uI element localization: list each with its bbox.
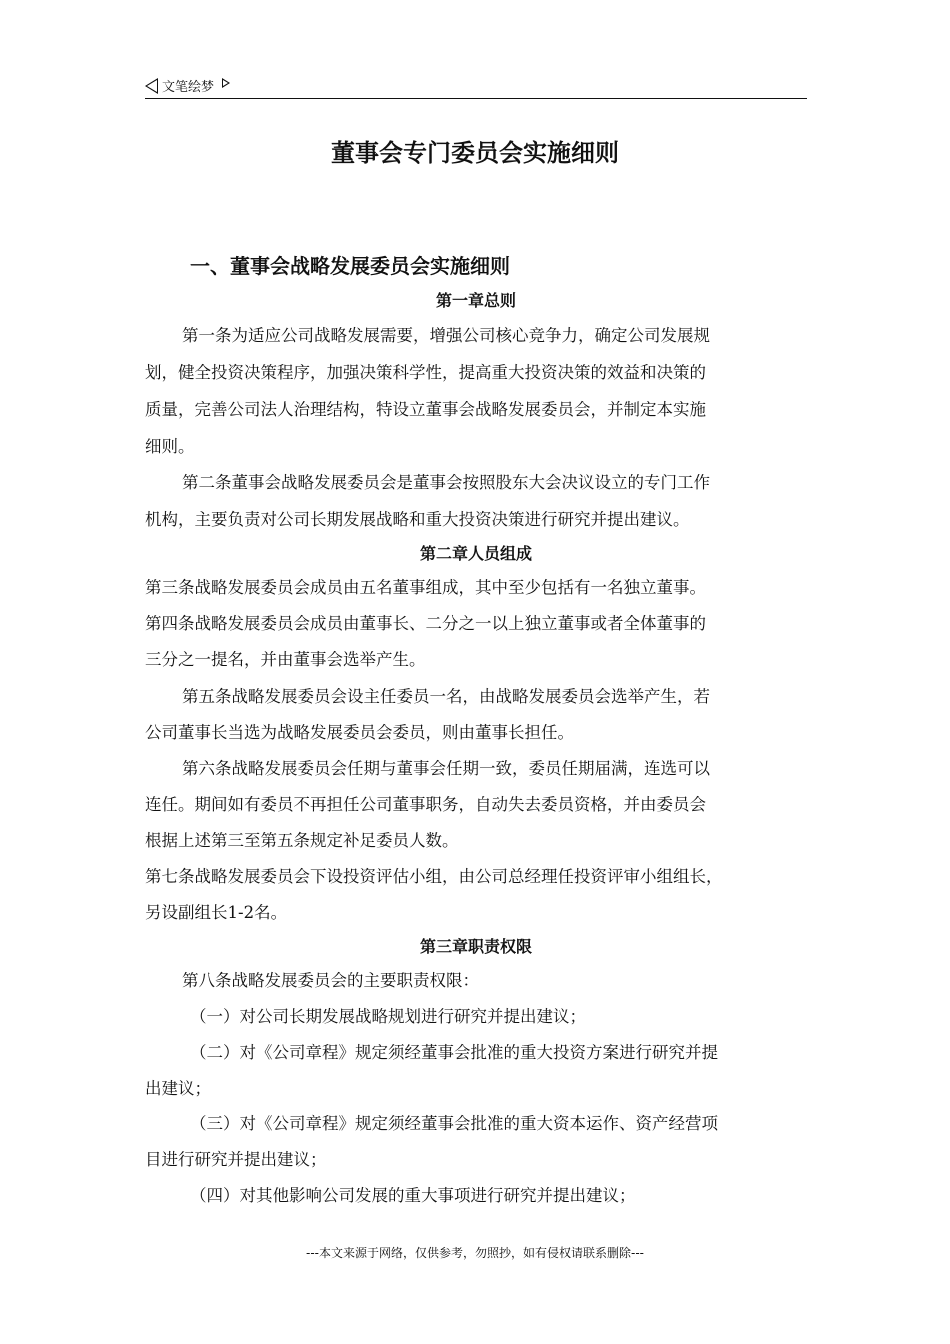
paragraph-line: 第二条董事会战略发展委员会是董事会按照股东大会决议设立的专门工作 [182,473,710,492]
paragraph-line: （一）对公司长期发展战略规划进行研究并提出建议； [190,1007,586,1026]
paragraph-line: 根据上述第三至第五条规定补足委员人数。 [145,831,459,850]
paragraph-line: 连任。期间如有委员不再担任公司董事职务，自动失去委员资格，并由委员会 [145,795,706,814]
header-brand: 文笔绘梦 [162,80,215,95]
paragraph-line: 第五条战略发展委员会设主任委员一名，由战略发展委员会选举产生，若 [182,687,710,706]
chapter-heading: 第三章职责权限 [419,937,532,956]
paragraph-line: 出建议； [145,1079,211,1098]
paragraph-line: 公司董事长当选为战略发展委员会委员，则由董事长担任。 [145,723,574,742]
paragraph-line: 第四条战略发展委员会成员由董事长、二分之一以上独立董事或者全体董事的 [145,614,706,633]
paragraph-line: （三）对《公司章程》规定须经董事会批准的重大资本运作、资产经营项 [190,1114,718,1133]
right-triangle-icon [222,78,230,88]
paragraph-line: 第八条战略发展委员会的主要职责权限： [182,971,479,990]
left-triangle-icon [145,78,158,94]
paragraph-line: 三分之一提名，并由董事会选举产生。 [145,650,426,669]
paragraph-line: 第六条战略发展委员会任期与董事会任期一致，委员任期届满，连选可以 [182,759,710,778]
footer-notice: ---本文来源于网络，仅供参考，勿照抄，如有侵权请联系删除--- [306,1246,644,1260]
paragraph-line: （四）对其他影响公司发展的重大事项进行研究并提出建议； [190,1186,636,1205]
document-title: 董事会专门委员会实施细则 [331,139,619,167]
paragraph-line: 另设副组长1-2名。 [145,903,288,922]
chapter-heading: 第一章总则 [435,291,516,310]
paragraph-line: 第七条战略发展委员会下设投资评估小组，由公司总经理任投资评审小组组长， [145,867,723,886]
paragraph-line: 第三条战略发展委员会成员由五名董事组成，其中至少包括有一名独立董事。 [145,578,706,597]
section-title: 一、董事会战略发展委员会实施细则 [190,254,510,278]
paragraph-line: 机构，主要负责对公司长期发展战略和重大投资决策进行研究并提出建议。 [145,510,690,529]
page-header [145,74,807,99]
chapter-heading: 第二章人员组成 [419,544,532,563]
paragraph-line: 目进行研究并提出建议； [145,1150,327,1169]
paragraph-line: 第一条为适应公司战略发展需要，增强公司核心竞争力，确定公司发展规 [182,326,710,345]
paragraph-line: （二）对《公司章程》规定须经董事会批准的重大投资方案进行研究并提 [190,1043,718,1062]
paragraph-line: 划，健全投资决策程序，加强决策科学性，提高重大投资决策的效益和决策的 [145,363,706,382]
paragraph-line: 细则。 [145,437,195,456]
paragraph-line: 质量，完善公司法人治理结构，特设立董事会战略发展委员会，并制定本实施 [145,400,706,419]
